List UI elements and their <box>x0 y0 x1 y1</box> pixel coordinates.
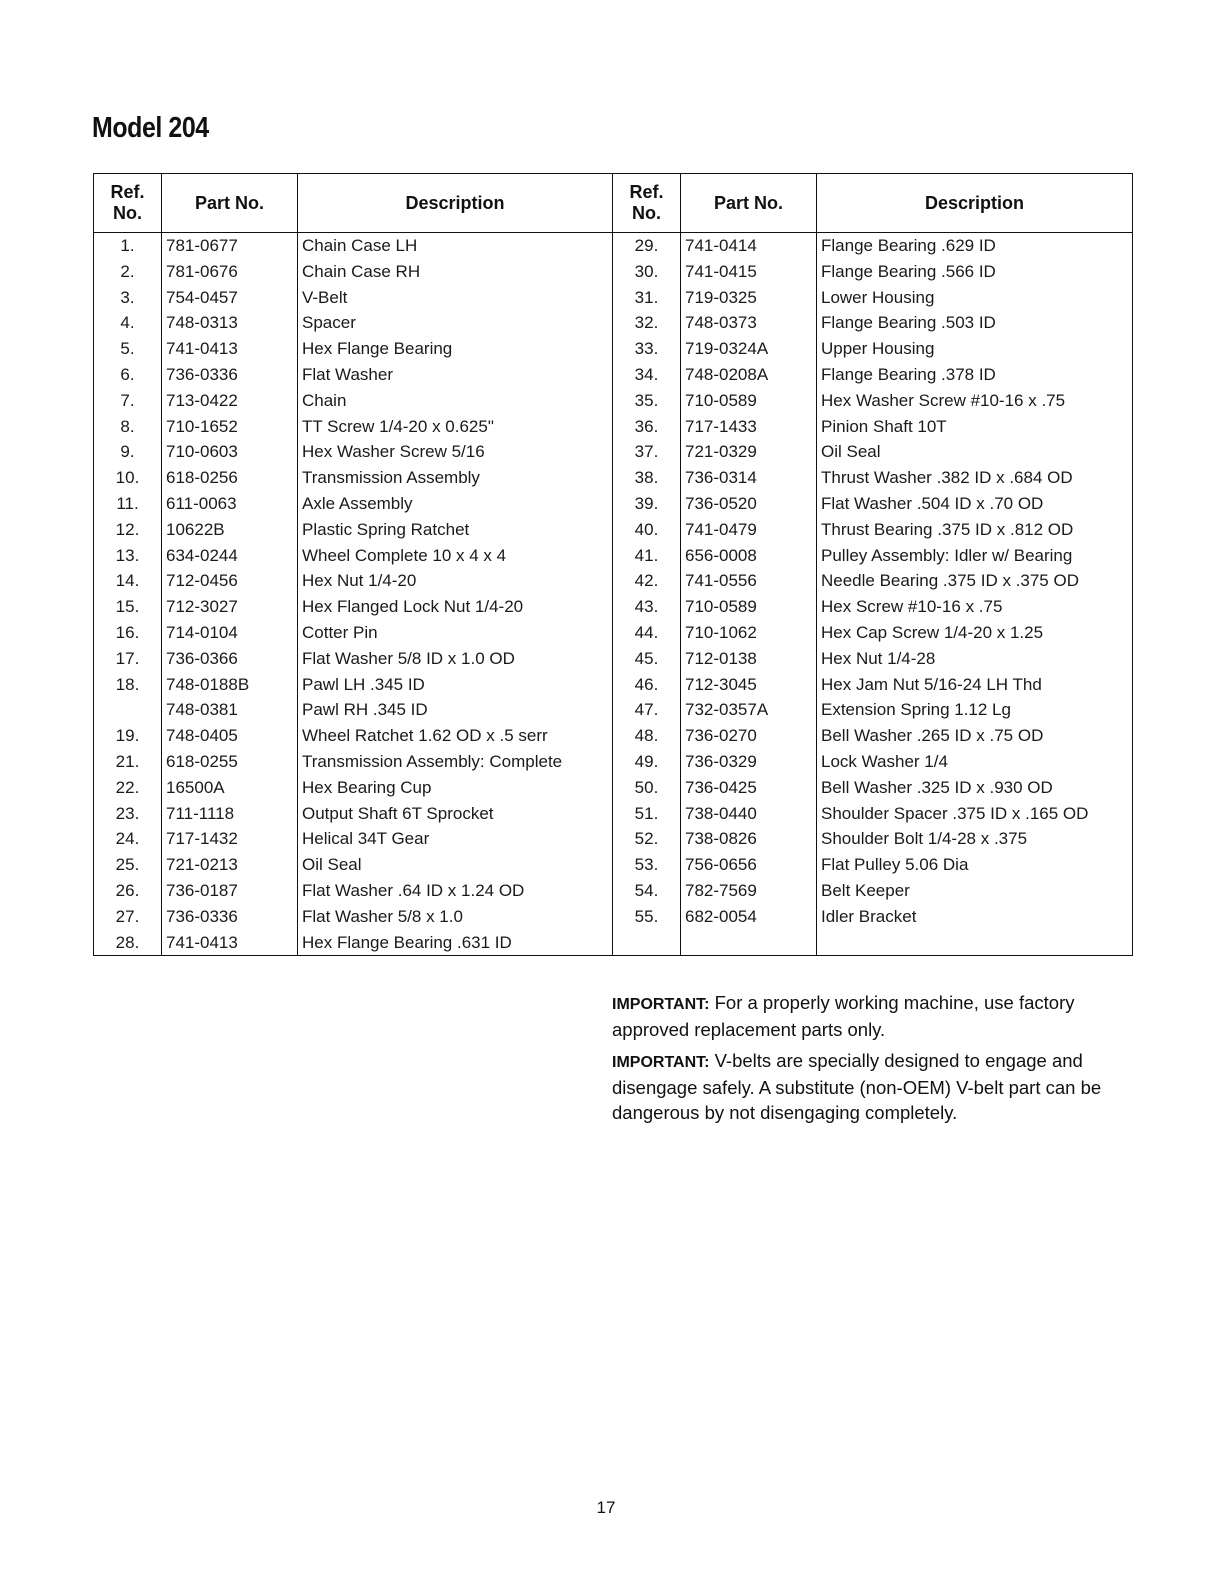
table-row <box>94 594 1133 620</box>
description-cell: Flange Bearing .503 ID <box>817 310 1133 336</box>
description-cell: Lower Housing <box>817 285 1133 311</box>
description-cell: Wheel Ratchet 1.62 OD x .5 serr <box>298 723 613 749</box>
table-row <box>94 878 1133 904</box>
ref-cell: 31. <box>613 285 681 311</box>
ref-cell: 48. <box>613 723 681 749</box>
ref-cell: 25. <box>94 852 162 878</box>
ref-cell: 2. <box>94 259 162 285</box>
ref-cell: 11. <box>94 491 162 517</box>
description-cell: Shoulder Bolt 1/4-28 x .375 <box>817 826 1133 852</box>
note-text: V-belts are specially designed to engage and disengage safely. A substitute (non-OEM) V-belt part can be dangerous by not disengaging completely. <box>612 1050 1102 1123</box>
description-cell: Hex Washer Screw #10-16 x .75 <box>817 388 1133 414</box>
description-cell: Helical 34T Gear <box>298 826 613 852</box>
description-cell: Flat Washer <box>298 362 613 388</box>
ref-cell: 18. <box>94 672 162 698</box>
ref-cell: 15. <box>94 594 162 620</box>
ref-cell: 40. <box>613 517 681 543</box>
part-no-cell: 781-0677 <box>162 233 298 259</box>
parts-table <box>93 173 1133 956</box>
note-item <box>612 990 1127 1042</box>
description-cell: Hex Bearing Cup <box>298 775 613 801</box>
description-cell: Needle Bearing .375 ID x .375 OD <box>817 568 1133 594</box>
ref-cell: 28. <box>94 930 162 956</box>
part-no-cell: 736-0329 <box>681 749 817 775</box>
description-cell: Axle Assembly <box>298 491 613 517</box>
table-row <box>94 285 1133 311</box>
ref-cell: 38. <box>613 465 681 491</box>
description-cell: Transmission Assembly <box>298 465 613 491</box>
header-part-left: Part No. <box>162 174 298 233</box>
description-cell: Plastic Spring Ratchet <box>298 517 613 543</box>
description-cell: Pawl LH .345 ID <box>298 672 613 698</box>
part-no-cell: 712-3027 <box>162 594 298 620</box>
ref-cell: 16. <box>94 620 162 646</box>
table-header-row <box>94 174 1133 233</box>
table-row <box>94 259 1133 285</box>
table-row <box>94 749 1133 775</box>
ref-cell: 53. <box>613 852 681 878</box>
table-row <box>94 439 1133 465</box>
note-text: For a properly working machine, use factory approved replacement parts only. <box>612 992 1075 1040</box>
table-row <box>94 852 1133 878</box>
table-row <box>94 414 1133 440</box>
part-no-cell: 656-0008 <box>681 543 817 569</box>
description-cell: Hex Flanged Lock Nut 1/4-20 <box>298 594 613 620</box>
part-no-cell: 741-0414 <box>681 233 817 259</box>
part-no-cell: 748-0405 <box>162 723 298 749</box>
table-row <box>94 491 1133 517</box>
description-cell: Pinion Shaft 10T <box>817 414 1133 440</box>
table-row <box>94 517 1133 543</box>
ref-cell: 27. <box>94 904 162 930</box>
ref-cell: 47. <box>613 697 681 723</box>
part-no-cell: 754-0457 <box>162 285 298 311</box>
description-cell: Bell Washer .325 ID x .930 OD <box>817 775 1133 801</box>
ref-cell: 12. <box>94 517 162 543</box>
table-row <box>94 362 1133 388</box>
part-no-cell: 732-0357A <box>681 697 817 723</box>
description-cell: Pawl RH .345 ID <box>298 697 613 723</box>
part-no-cell: 710-0589 <box>681 388 817 414</box>
description-cell: Extension Spring 1.12 Lg <box>817 697 1133 723</box>
table-row <box>94 543 1133 569</box>
ref-cell: 7. <box>94 388 162 414</box>
description-cell: Cotter Pin <box>298 620 613 646</box>
description-cell: Wheel Complete 10 x 4 x 4 <box>298 543 613 569</box>
ref-cell: 13. <box>94 543 162 569</box>
table-row <box>94 801 1133 827</box>
part-no-cell: 736-0336 <box>162 362 298 388</box>
table-row <box>94 620 1133 646</box>
description-cell: Flange Bearing .629 ID <box>817 233 1133 259</box>
description-cell: Flange Bearing .378 ID <box>817 362 1133 388</box>
ref-cell: 42. <box>613 568 681 594</box>
ref-cell: 51. <box>613 801 681 827</box>
header-part-right: Part No. <box>681 174 817 233</box>
ref-cell: 14. <box>94 568 162 594</box>
part-no-cell: 748-0381 <box>162 697 298 723</box>
part-no-cell: 736-0314 <box>681 465 817 491</box>
table-row <box>94 388 1133 414</box>
description-cell: Belt Keeper <box>817 878 1133 904</box>
part-no-cell: 710-0589 <box>681 594 817 620</box>
ref-cell: 34. <box>613 362 681 388</box>
ref-cell: 19. <box>94 723 162 749</box>
part-no-cell: 748-0313 <box>162 310 298 336</box>
page-title: Model 204 <box>92 112 209 144</box>
description-cell: Spacer <box>298 310 613 336</box>
part-no-cell: 756-0656 <box>681 852 817 878</box>
part-no-cell: 748-0188B <box>162 672 298 698</box>
table-row <box>94 465 1133 491</box>
part-no-cell: 713-0422 <box>162 388 298 414</box>
ref-cell: 9. <box>94 439 162 465</box>
description-cell: Flat Washer 5/8 x 1.0 <box>298 904 613 930</box>
ref-cell: 46. <box>613 672 681 698</box>
ref-cell: 24. <box>94 826 162 852</box>
table-row <box>94 646 1133 672</box>
header-ref-label: Ref. No. <box>629 182 664 223</box>
ref-cell: 32. <box>613 310 681 336</box>
part-no-cell: 710-1652 <box>162 414 298 440</box>
part-no-cell: 712-3045 <box>681 672 817 698</box>
description-cell: TT Screw 1/4-20 x 0.625" <box>298 414 613 440</box>
ref-cell: 44. <box>613 620 681 646</box>
part-no-cell <box>681 930 817 956</box>
part-no-cell: 721-0213 <box>162 852 298 878</box>
part-no-cell: 781-0676 <box>162 259 298 285</box>
ref-cell: 55. <box>613 904 681 930</box>
ref-cell: 21. <box>94 749 162 775</box>
description-cell: Hex Cap Screw 1/4-20 x 1.25 <box>817 620 1133 646</box>
ref-cell: 37. <box>613 439 681 465</box>
description-cell: Transmission Assembly: Complete <box>298 749 613 775</box>
part-no-cell: 618-0255 <box>162 749 298 775</box>
ref-cell: 10. <box>94 465 162 491</box>
description-cell: Hex Screw #10-16 x .75 <box>817 594 1133 620</box>
part-no-cell: 748-0208A <box>681 362 817 388</box>
table-row <box>94 930 1133 956</box>
table-row <box>94 775 1133 801</box>
description-cell: Hex Nut 1/4-28 <box>817 646 1133 672</box>
description-cell: Idler Bracket <box>817 904 1133 930</box>
part-no-cell: 618-0256 <box>162 465 298 491</box>
description-cell: Oil Seal <box>298 852 613 878</box>
part-no-cell: 712-0138 <box>681 646 817 672</box>
ref-cell: 4. <box>94 310 162 336</box>
part-no-cell: 711-1118 <box>162 801 298 827</box>
header-ref-label: Ref. No. <box>110 182 145 223</box>
header-desc-left: Description <box>298 174 613 233</box>
part-no-cell: 738-0826 <box>681 826 817 852</box>
description-cell: Output Shaft 6T Sprocket <box>298 801 613 827</box>
ref-cell: 6. <box>94 362 162 388</box>
description-cell: Chain Case RH <box>298 259 613 285</box>
part-no-cell: 682-0054 <box>681 904 817 930</box>
note-lead: IMPORTANT: <box>612 996 710 1013</box>
ref-cell: 49. <box>613 749 681 775</box>
ref-cell: 22. <box>94 775 162 801</box>
part-no-cell: 710-1062 <box>681 620 817 646</box>
table-row <box>94 826 1133 852</box>
ref-cell: 39. <box>613 491 681 517</box>
part-no-cell: 16500A <box>162 775 298 801</box>
part-no-cell: 782-7569 <box>681 878 817 904</box>
part-no-cell: 736-0366 <box>162 646 298 672</box>
description-cell: Hex Nut 1/4-20 <box>298 568 613 594</box>
part-no-cell: 748-0373 <box>681 310 817 336</box>
table-row <box>94 723 1133 749</box>
part-no-cell: 736-0270 <box>681 723 817 749</box>
part-no-cell: 10622B <box>162 517 298 543</box>
part-no-cell: 634-0244 <box>162 543 298 569</box>
description-cell: Flat Washer .64 ID x 1.24 OD <box>298 878 613 904</box>
description-cell: Thrust Washer .382 ID x .684 OD <box>817 465 1133 491</box>
part-no-cell: 741-0415 <box>681 259 817 285</box>
part-no-cell: 710-0603 <box>162 439 298 465</box>
ref-cell: 8. <box>94 414 162 440</box>
header-ref-right <box>613 174 681 233</box>
table-body <box>94 233 1133 956</box>
part-no-cell: 717-1432 <box>162 826 298 852</box>
description-cell: Hex Jam Nut 5/16-24 LH Thd <box>817 672 1133 698</box>
part-no-cell: 741-0413 <box>162 930 298 956</box>
description-cell: V-Belt <box>298 285 613 311</box>
part-no-cell: 736-0336 <box>162 904 298 930</box>
ref-cell: 5. <box>94 336 162 362</box>
description-cell <box>817 930 1133 956</box>
ref-cell: 43. <box>613 594 681 620</box>
notes <box>612 990 1127 1131</box>
part-no-cell: 721-0329 <box>681 439 817 465</box>
description-cell: Pulley Assembly: Idler w/ Bearing <box>817 543 1133 569</box>
part-no-cell: 741-0413 <box>162 336 298 362</box>
part-no-cell: 714-0104 <box>162 620 298 646</box>
ref-cell: 29. <box>613 233 681 259</box>
description-cell: Hex Washer Screw 5/16 <box>298 439 613 465</box>
part-no-cell: 741-0479 <box>681 517 817 543</box>
description-cell: Lock Washer 1/4 <box>817 749 1133 775</box>
ref-cell: 1. <box>94 233 162 259</box>
header-desc-right: Description <box>817 174 1133 233</box>
part-no-cell: 611-0063 <box>162 491 298 517</box>
part-no-cell: 736-0520 <box>681 491 817 517</box>
table-row <box>94 233 1133 259</box>
part-no-cell: 719-0325 <box>681 285 817 311</box>
ref-cell: 50. <box>613 775 681 801</box>
ref-cell: 41. <box>613 543 681 569</box>
description-cell: Hex Flange Bearing <box>298 336 613 362</box>
table-row <box>94 568 1133 594</box>
header-ref-left <box>94 174 162 233</box>
table-row <box>94 697 1133 723</box>
part-no-cell: 712-0456 <box>162 568 298 594</box>
ref-cell: 30. <box>613 259 681 285</box>
note-lead: IMPORTANT: <box>612 1054 710 1071</box>
table-row <box>94 336 1133 362</box>
ref-cell: 45. <box>613 646 681 672</box>
ref-cell <box>94 697 162 723</box>
description-cell: Chain Case LH <box>298 233 613 259</box>
ref-cell: 36. <box>613 414 681 440</box>
ref-cell: 35. <box>613 388 681 414</box>
note-item <box>612 1048 1127 1125</box>
description-cell: Flat Washer 5/8 ID x 1.0 OD <box>298 646 613 672</box>
ref-cell <box>613 930 681 956</box>
ref-cell: 33. <box>613 336 681 362</box>
table-row <box>94 672 1133 698</box>
part-no-cell: 736-0425 <box>681 775 817 801</box>
description-cell: Shoulder Spacer .375 ID x .165 OD <box>817 801 1133 827</box>
description-cell: Upper Housing <box>817 336 1133 362</box>
ref-cell: 23. <box>94 801 162 827</box>
description-cell: Flat Washer .504 ID x .70 OD <box>817 491 1133 517</box>
description-cell: Oil Seal <box>817 439 1133 465</box>
ref-cell: 54. <box>613 878 681 904</box>
part-no-cell: 736-0187 <box>162 878 298 904</box>
part-no-cell: 741-0556 <box>681 568 817 594</box>
part-no-cell: 719-0324A <box>681 336 817 362</box>
description-cell: Hex Flange Bearing .631 ID <box>298 930 613 956</box>
description-cell: Thrust Bearing .375 ID x .812 OD <box>817 517 1133 543</box>
table-row <box>94 904 1133 930</box>
table-row <box>94 310 1133 336</box>
description-cell: Bell Washer .265 ID x .75 OD <box>817 723 1133 749</box>
description-cell: Flat Pulley 5.06 Dia <box>817 852 1133 878</box>
part-no-cell: 717-1433 <box>681 414 817 440</box>
description-cell: Chain <box>298 388 613 414</box>
description-cell: Flange Bearing .566 ID <box>817 259 1133 285</box>
page-number: 17 <box>596 1498 616 1517</box>
ref-cell: 26. <box>94 878 162 904</box>
ref-cell: 17. <box>94 646 162 672</box>
ref-cell: 3. <box>94 285 162 311</box>
ref-cell: 52. <box>613 826 681 852</box>
part-no-cell: 738-0440 <box>681 801 817 827</box>
